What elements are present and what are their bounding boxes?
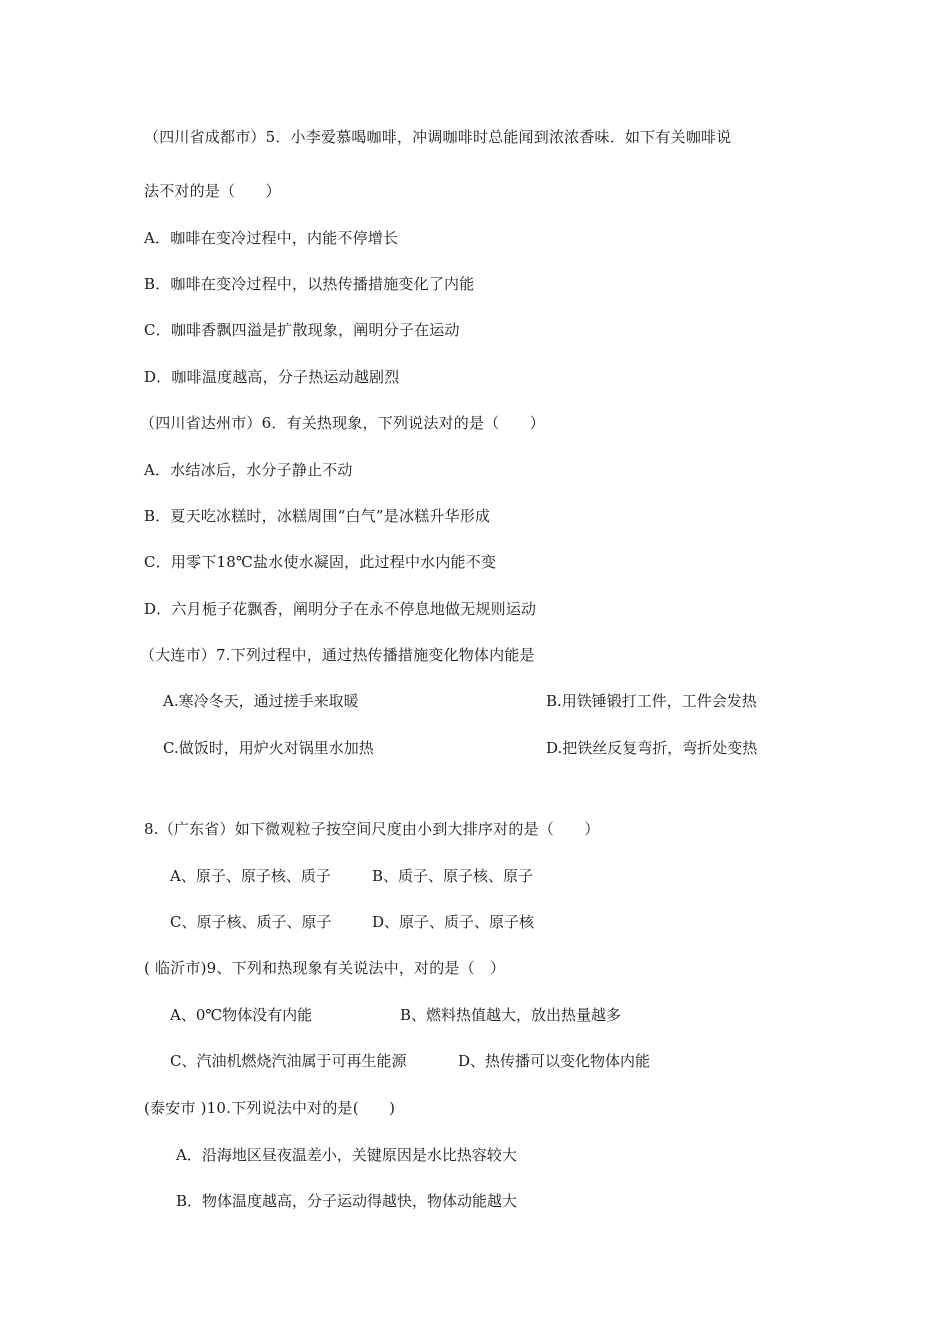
- q7-option-b: B.用铁锤锻打工件，工件会发热: [546, 692, 757, 710]
- q8-option-d: D、原子、质子、原子核: [372, 913, 535, 931]
- q10-option-b: B．物体温度越高，分子运动得越快，物体动能越大: [176, 1192, 518, 1210]
- q5-stem-line1: （四川省成都市）5．小李爱慕喝咖啡，冲调咖啡时总能闻到浓浓香味．如下有关咖啡说: [144, 128, 732, 146]
- q7-option-a: A.寒冷冬天，通过搓手来取暖: [163, 692, 359, 710]
- q7-stem: （大连市）7.下列过程中，通过热传播措施变化物体内能是: [140, 646, 535, 664]
- q7-option-d: D.把铁丝反复弯折，弯折处变热: [546, 739, 758, 757]
- q8-option-b: B、质子、原子核、原子: [372, 867, 534, 885]
- q6-stem: （四川省达州市）6．有关热现象，下列说法对的是（ ）: [140, 414, 545, 432]
- q9-option-a: A、0℃物体没有内能: [170, 1006, 313, 1024]
- q9-option-c: C、汽油机燃烧汽油属于可再生能源: [170, 1052, 407, 1070]
- q9-stem: ( 临沂市)9、下列和热现象有关说法中，对的是（ ）: [144, 959, 506, 977]
- q9-option-d: D、热传播可以变化物体内能: [458, 1052, 651, 1070]
- q7-option-c: C.做饭时，用炉火对锅里水加热: [163, 739, 374, 757]
- q10-option-a: A．沿海地区昼夜温差小，关键原因是水比热容较大: [176, 1146, 517, 1164]
- q8-stem: 8.（广东省）如下微观粒子按空间尺度由小到大排序对的是（ ）: [144, 820, 600, 838]
- q8-option-c: C、原子核、质子、原子: [170, 913, 332, 931]
- q6-option-c: C．用零下18℃盐水使水凝固，此过程中水内能不变: [144, 553, 497, 571]
- q9-option-b: B、燃料热值越大，放出热量越多: [400, 1006, 622, 1024]
- q10-stem: (泰安市 )10.下列说法中对的是( ): [144, 1099, 396, 1117]
- q5-option-c: C．咖啡香飘四溢是扩散现象，阐明分子在运动: [144, 321, 460, 339]
- q6-option-a: A．水结冰后，水分子静止不动: [144, 461, 353, 479]
- q5-option-a: A．咖啡在变冷过程中，内能不停增长: [144, 229, 399, 247]
- q6-option-b: B．夏天吃冰糕时，冰糕周围“白气”是冰糕升华形成: [144, 507, 491, 525]
- q5-option-b: B．咖啡在变冷过程中，以热传播措施变化了内能: [144, 275, 475, 293]
- q8-option-a: A、原子、原子核、质子: [170, 867, 331, 885]
- q5-stem-line2: 法不对的是（ ）: [144, 182, 281, 200]
- q5-option-d: D．咖啡温度越高，分子热运动越剧烈: [144, 368, 400, 386]
- q6-option-d: D．六月栀子花飘香，阐明分子在永不停息地做无规则运动: [144, 600, 537, 618]
